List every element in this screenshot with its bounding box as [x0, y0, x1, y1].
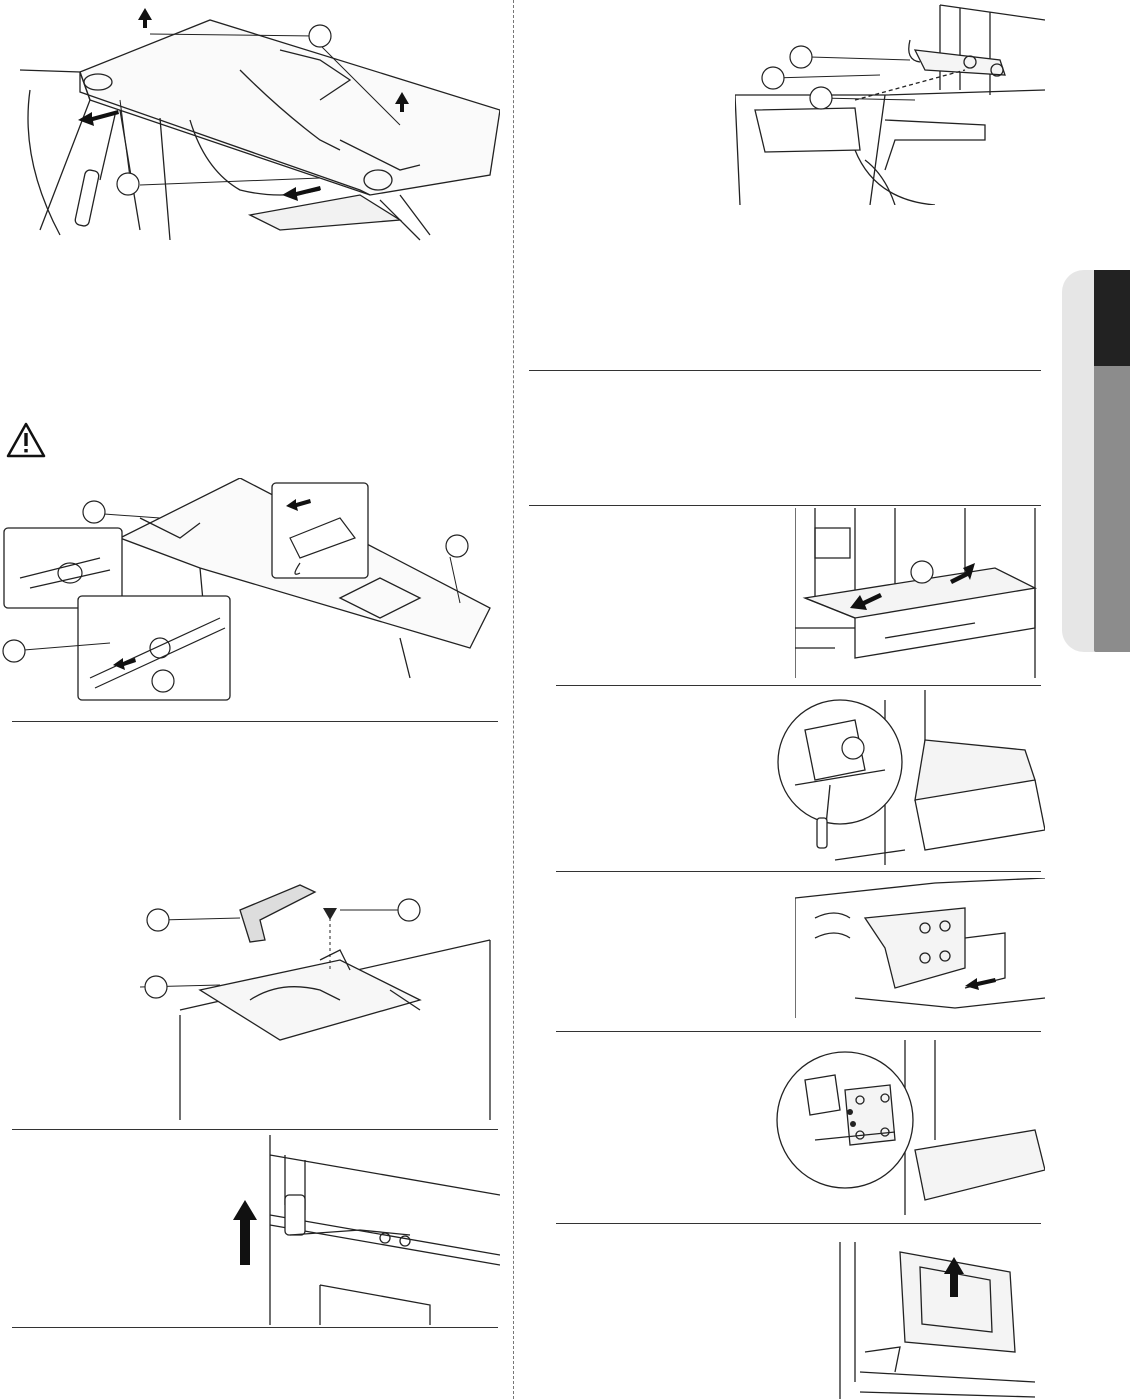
side-tab-light: [1062, 270, 1096, 652]
rule-left-2: [12, 1129, 498, 1130]
fig-drawer-bracket: [795, 878, 1045, 1023]
column-divider: [513, 0, 514, 1399]
rule-right-2: [529, 505, 1041, 506]
fig-drawer-screw: [775, 690, 1045, 865]
rule-right-4: [556, 871, 1041, 872]
rule-right-3: [556, 685, 1041, 686]
fig-drawer-pull: [795, 508, 1040, 678]
rule-left-3: [12, 1327, 498, 1328]
rule-right-6: [556, 1223, 1041, 1224]
side-tab-dark: [1094, 270, 1130, 366]
side-tab-mid: [1094, 366, 1130, 652]
fig-top-cover: [20, 0, 500, 245]
fig-water-line: [0, 478, 495, 708]
rule-left-1: [12, 721, 498, 722]
fig-drawer-lift: [820, 1232, 1035, 1399]
fig-door-lift: [230, 1135, 500, 1325]
rule-right-5: [556, 1031, 1041, 1032]
rule-right-1: [529, 370, 1041, 371]
warning-triangle-icon: [6, 422, 46, 458]
fig-door-hinge-right: [735, 0, 1045, 205]
fig-drawer-bolts: [775, 1040, 1045, 1215]
fig-hinge-exploded: [140, 880, 500, 1120]
